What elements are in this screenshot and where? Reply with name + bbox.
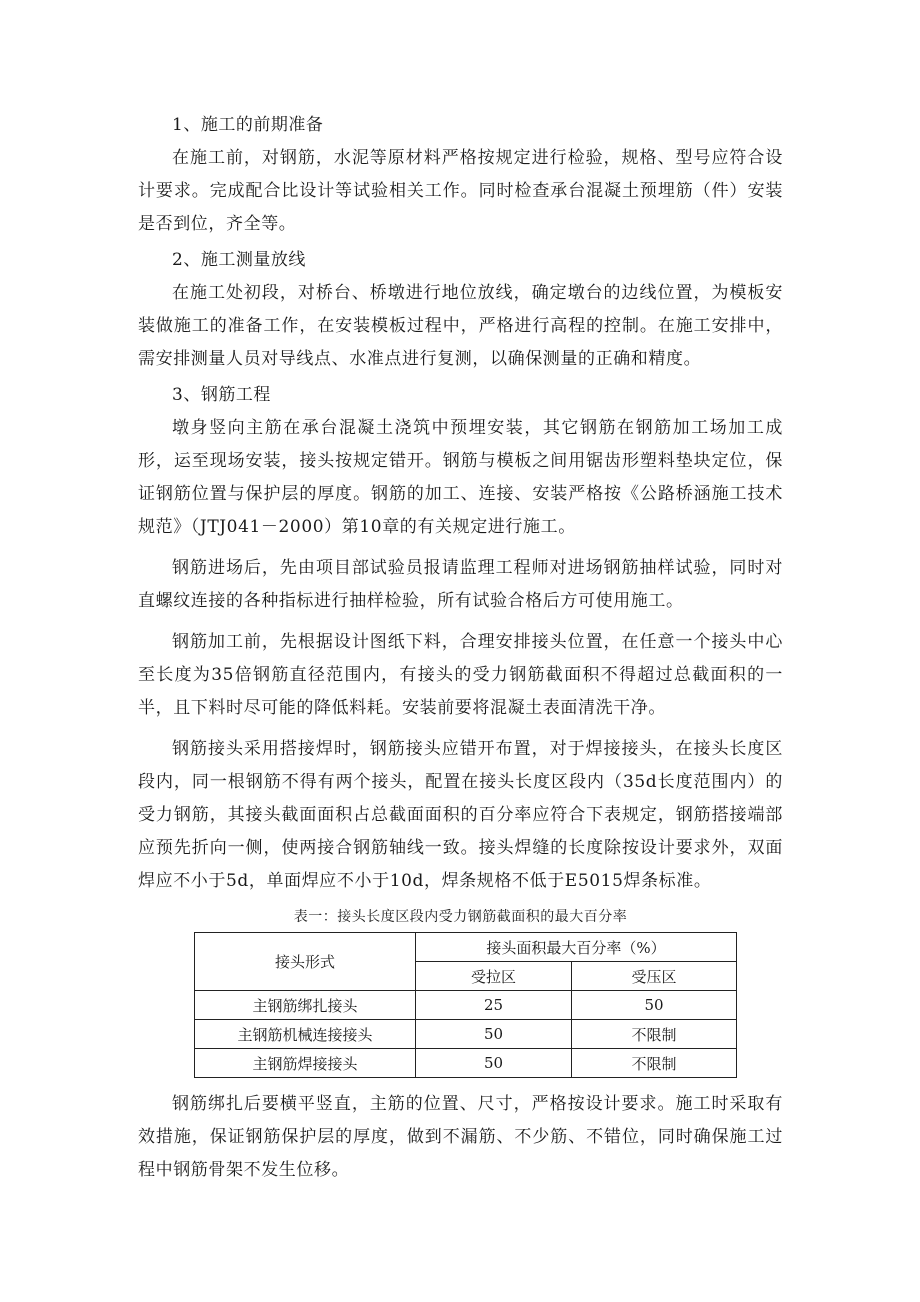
- paragraph: 墩身竖向主筋在承台混凝土浇筑中预埋安装，其它钢筋在钢筋加工场加工成形，运至现场安装，接头按规定错开。钢筋与模板之间用锯齿形塑料垫块定位，保证钢筋位置与保护层的厚度。钢筋的加工、连接、安装严格按《公路桥涵施工技术规范》（JTJ041－2000）第10章的有关规定进行施工。: [138, 418, 783, 537]
- cell-tension: 50: [416, 1020, 572, 1049]
- cell-tension: 50: [416, 1049, 572, 1078]
- section-heading-3: 3、钢筋工程: [172, 385, 271, 405]
- section-heading-1: 1、施工的前期准备: [172, 115, 324, 135]
- table-row: [195, 991, 737, 1020]
- paragraph: 在施工前，对钢筋，水泥等原材料严格按规定进行检验，规格、型号应符合设计要求。完成配合比设计等试验相关工作。同时检查承台混凝土预埋筋（件）安装是否到位，齐全等。: [138, 148, 783, 234]
- cell-compression: 不限制: [572, 1049, 737, 1078]
- cell-joint-type: 主钢筋焊接接头: [195, 1049, 416, 1078]
- header-percentage-group: 接头面积最大百分率（%）: [416, 933, 737, 962]
- header-joint-type: 接头形式: [195, 933, 416, 991]
- table-row: [195, 1049, 737, 1078]
- paragraph: 钢筋接头采用搭接焊时，钢筋接头应错开布置，对于焊接接头，在接头长度区段内，同一根钢筋不得有两个接头，配置在接头长度区段内（35d长度范围内）的受力钢筋，其接头截面面积占总截面面积的百分率应符合下表规定，钢筋搭接端部应预先折向一侧，使两接合钢筋轴线一致。接头焊缝的长度除按设计要求外，双面焊应不小于5d，单面焊应不小于10d，焊条规格不低于E5015焊条标准。: [138, 739, 783, 891]
- closing-paragraph: 钢筋绑扎后要横平竖直，主筋的位置、尺寸，严格按设计要求。施工时采取有效措施，保证钢筋保护层的厚度，做到不漏筋、不少筋、不错位，同时确保施工过程中钢筋骨架不发生位移。: [138, 1094, 783, 1180]
- joint-percentage-table: [194, 932, 737, 1078]
- paragraph: 在施工处初段，对桥台、桥墩进行地位放线，确定墩台的边线位置，为模板安装做施工的准备工作，在安装模板过程中，严格进行高程的控制。在施工安排中，需安排测量人员对导线点、水准点进行复测，以确保测量的正确和精度。: [138, 283, 783, 369]
- table-row: [195, 1020, 737, 1049]
- document-page: [138, 108, 783, 1189]
- header-compression-zone: 受压区: [572, 962, 737, 991]
- section-heading-2: 2、施工测量放线: [172, 250, 306, 270]
- cell-tension: 25: [416, 991, 572, 1020]
- cell-compression: 50: [572, 991, 737, 1020]
- table-header-row: [195, 933, 737, 962]
- paragraph: 钢筋进场后，先由项目部试验员报请监理工程师对进场钢筋抽样试验，同时对直螺纹连接的各种指标进行抽样检验，所有试验合格后方可使用施工。: [138, 558, 783, 611]
- paragraph: 钢筋加工前，先根据设计图纸下料，合理安排接头位置，在任意一个接头中心至长度为35倍钢筋直径范围内，有接头的受力钢筋截面积不得超过总截面积的一半，且下料时尽可能的降低料耗。安装前要将混凝土表面清洗干净。: [138, 632, 783, 718]
- table-caption: 表一：接头长度区段内受力钢筋截面积的最大百分率: [293, 909, 628, 925]
- header-tension-zone: 受拉区: [416, 962, 572, 991]
- cell-joint-type: 主钢筋机械连接接头: [195, 1020, 416, 1049]
- cell-joint-type: 主钢筋绑扎接头: [195, 991, 416, 1020]
- cell-compression: 不限制: [572, 1020, 737, 1049]
